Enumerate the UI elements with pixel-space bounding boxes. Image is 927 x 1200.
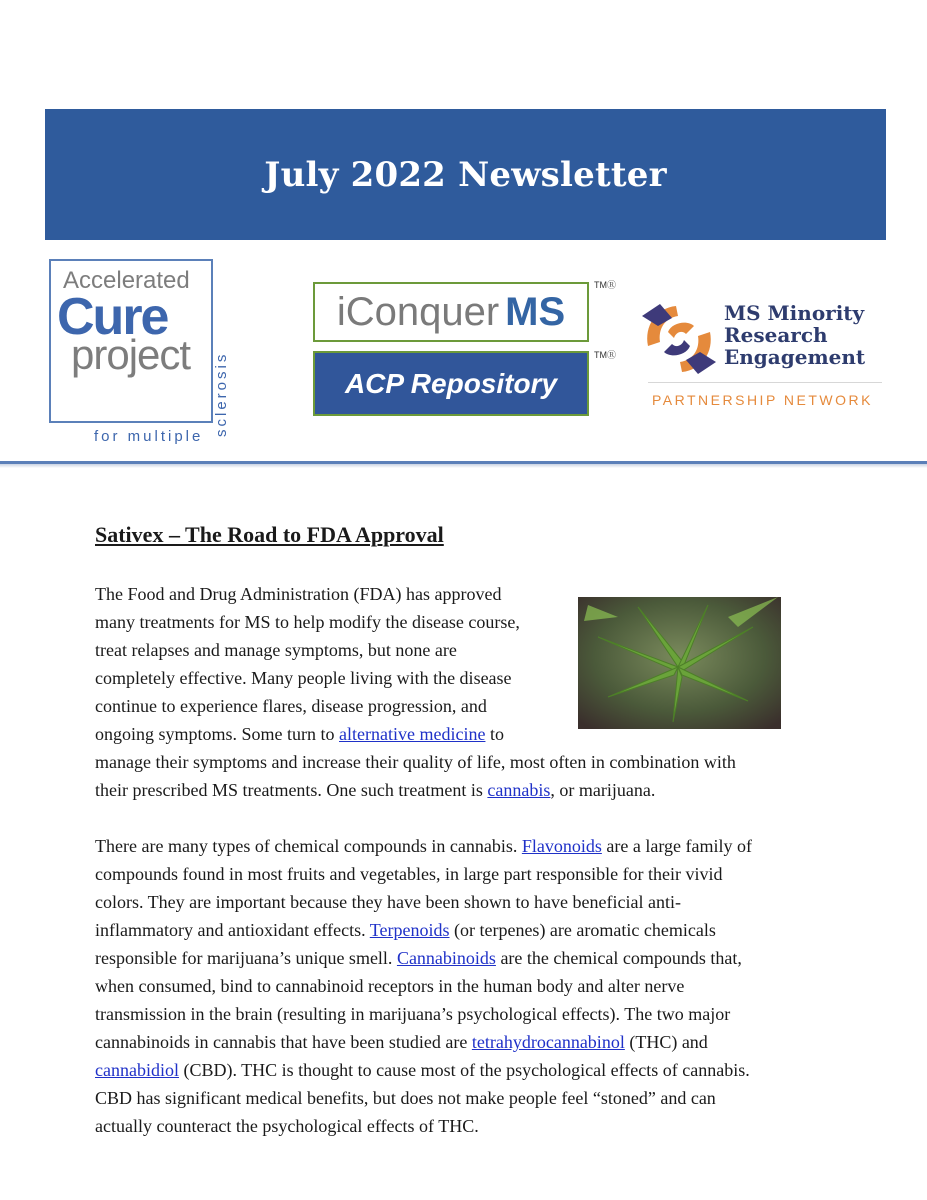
p2-line (95, 832, 795, 860)
p1-line (95, 776, 795, 804)
p2-line: actually counteract the psychological effects of THC. (95, 1116, 479, 1136)
repository-trademark: TMⓇ (594, 350, 616, 360)
p2-text: are the chemical compounds that, (495, 948, 742, 968)
p1-text: ongoing symptoms. Some turn to (95, 724, 340, 744)
acp-repository-logo (313, 351, 589, 416)
cannabinoids-link[interactable]: Cannabinoids (396, 948, 496, 968)
article-paragraph-2 (95, 832, 795, 1140)
cbd-link[interactable]: cannabidiol (95, 1060, 179, 1080)
p2-line: CBD has significant medical benefits, but does not make people feel “stoned” and can (95, 1088, 716, 1108)
p1-line (95, 720, 795, 748)
thc-link[interactable]: tetrahydrocannabinol (471, 1032, 625, 1052)
p2-text: (CBD). THC is thought to cause most of the psychological effects of cannabis. (178, 1060, 750, 1080)
acp-logo-accelerated: Accelerated (63, 267, 190, 294)
acp-logo-sclerosis: sclerosis (213, 351, 230, 437)
iconquer-ms-logo (313, 282, 589, 342)
newsletter-banner (45, 109, 886, 240)
p2-line (95, 1028, 795, 1056)
cannabis-link[interactable]: cannabis (487, 780, 551, 800)
header-divider-shadow (0, 464, 927, 468)
acp-logo-project: project (71, 331, 191, 378)
msm-line-1: MS Minority (724, 301, 865, 325)
p2-line: transmission in the brain (resulting in marijuana’s psychological effects). The two major (95, 1004, 731, 1024)
p1-line: The Food and Drug Administration (FDA) has approved (95, 584, 502, 604)
msm-divider (648, 382, 882, 383)
msm-subtitle: PARTNERSHIP NETWORK (652, 392, 873, 408)
ms-minority-research-logo (636, 270, 894, 416)
p2-line: colors. They are important because they have been shown to have beneficial anti- (95, 892, 681, 912)
msm-line-2: Research (724, 323, 828, 347)
p1-line: manage their symptoms and increase their quality of life, most often in combination with (95, 752, 736, 772)
p2-text: are a large family of (601, 836, 752, 856)
accelerated-cure-project-logo (49, 259, 239, 449)
msm-line-3: Engagement (724, 345, 866, 369)
p1-line: continue to experience flares, disease progression, and (95, 696, 487, 716)
p1-text: their prescribed MS treatments. One such treatment is (95, 780, 488, 800)
p2-line (95, 1056, 795, 1084)
iconquer-prefix: iConquer (336, 289, 500, 334)
iconquer-suffix: MS (505, 289, 566, 334)
p2-text: There are many types of chemical compounds in cannabis. (95, 836, 522, 856)
acp-logo-cure: Cure (57, 288, 168, 346)
p2-line: when consumed, bind to cannabinoid receptors in the human body and alter nerve (95, 976, 685, 996)
p2-text: (or terpenes) are aromatic chemicals (449, 920, 716, 940)
terpenoids-link[interactable]: Terpenoids (369, 920, 450, 940)
p1-text: , or marijuana. (550, 780, 656, 800)
p2-line (95, 916, 795, 944)
article-title: Sativex – The Road to FDA Approval (95, 522, 444, 547)
p2-line (95, 944, 795, 972)
p1-text: to (485, 724, 504, 744)
article-paragraph-1 (95, 580, 795, 804)
p2-text: responsible for marijuana’s unique smell. (95, 948, 397, 968)
acp-logo-for-multiple: for multiple (94, 428, 204, 445)
flavonoids-link[interactable]: Flavonoids (521, 836, 602, 856)
p1-line: treat relapses and manage symptoms, but none are (95, 640, 457, 660)
p2-line: compounds found in most fruits and vegetables, in large part responsible for their vivid (95, 864, 723, 884)
iconquer-trademark: TMⓇ (594, 280, 616, 290)
alternative-medicine-link[interactable]: alternative medicine (339, 724, 486, 744)
p2-text: inflammatory and antioxidant effects. (95, 920, 370, 940)
p1-line: many treatments for MS to help modify the disease course, (95, 612, 520, 632)
newsletter-title: July 2022 Newsletter (264, 154, 667, 195)
p2-text: cannabinoids in cannabis that have been studied are (95, 1032, 472, 1052)
p2-text: (THC) and (624, 1032, 708, 1052)
p1-line: completely effective. Many people living with the disease (95, 668, 512, 688)
repository-label: ACP Repository (344, 367, 558, 399)
clasped-hands-icon (638, 296, 720, 382)
